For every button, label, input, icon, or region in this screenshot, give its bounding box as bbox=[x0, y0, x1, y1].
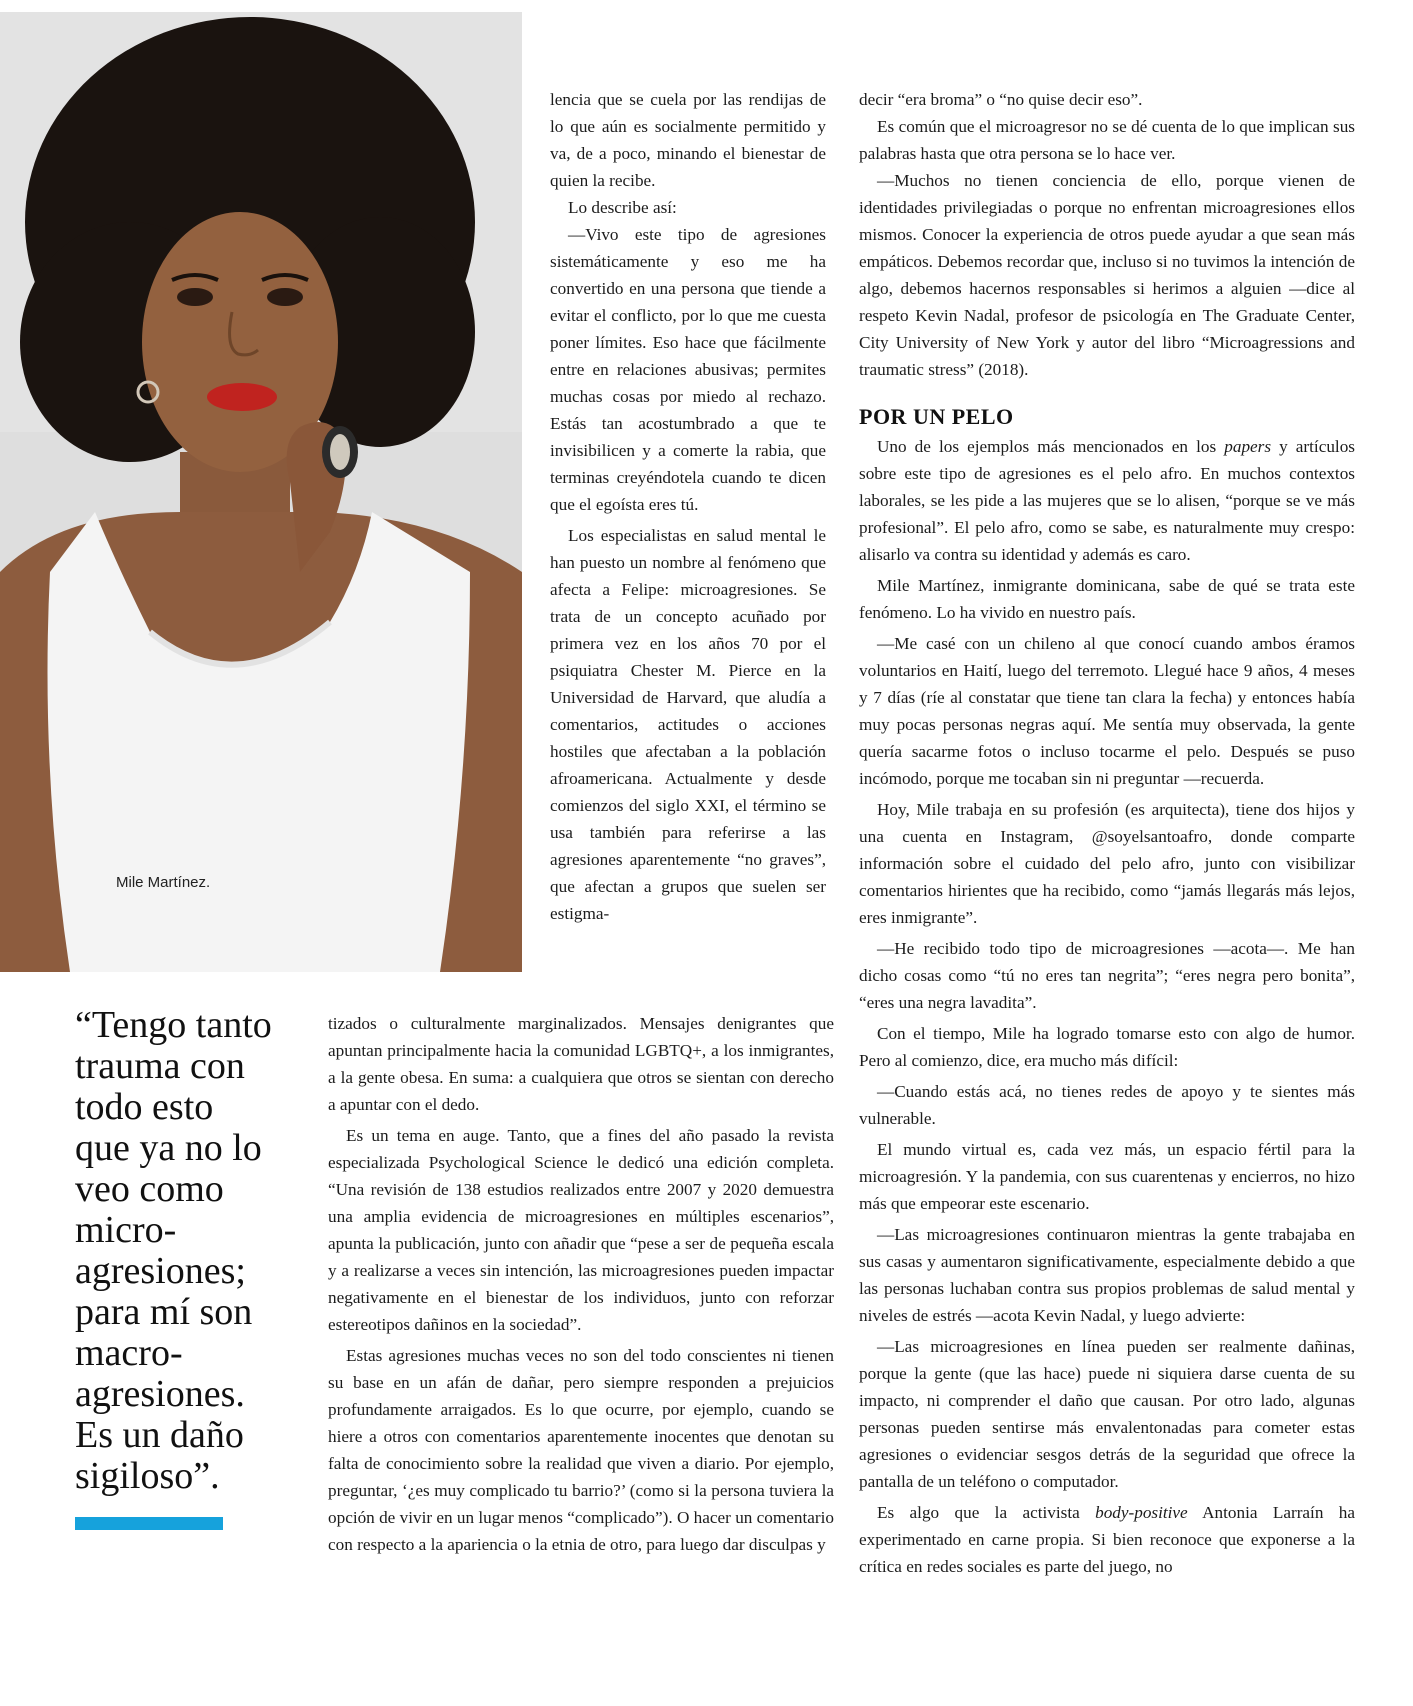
paragraph bbox=[859, 1499, 1355, 1580]
paragraph: —Vivo este tipo de agresiones sistemáticamente y eso me ha convertido en una persona que tiende a evitar el conflicto, por lo que me cuesta poner límites. Eso hace que fácilmente entre en relaciones abusivas; permites muchas cosas por miedo al rechazo. Estás tan acostumbrado a que te invisibilicen y a comerte la rabia, que terminas creyéndotela cuando te dicen que el egoísta eres tú. bbox=[550, 225, 826, 514]
pull-quote-line: veo como bbox=[75, 1168, 224, 1210]
pull-quote-line: agresiones; bbox=[75, 1250, 246, 1292]
paragraph: —Me casé con un chileno al que conocí cuando ambos éramos voluntarios en Haití, luego del terremoto. Llegué hace 9 años, 4 meses y 7 días (ríe al constatar que tiene tan clara la fecha) y entonces había muy pocas personas negras aquí. Me sentía muy observada, la gente quería sacarme fotos o incluso tocarme el pelo. Después se puso incómodo, porque me tocaban sin ni preguntar —recuerda. bbox=[859, 634, 1355, 788]
paragraph: Lo describe así: bbox=[568, 198, 677, 217]
paragraph: lencia que se cuela por las rendijas de lo que aún es socialmente permitido y va, de a poco, minando el bienestar de quien la recibe. bbox=[550, 90, 826, 190]
paragraph: El mundo virtual es, cada vez más, un espacio fértil para la microagresión. Y la pandemia, con sus cuarentenas y encierros, no hizo más que empeorar este escenario. bbox=[859, 1140, 1355, 1213]
paragraph: —Las microagresiones continuaron mientras la gente trabajaba en sus casas y aumentaron significativamente, especialmente debido a que las personas luchaban contra sus propios problemas de salud mental y niveles de estrés —acota Kevin Nadal, y luego advierte: bbox=[859, 1225, 1355, 1325]
paragraph: —He recibido todo tipo de microagresiones —acota—. Me han dicho cosas como “tú no eres tan negrita”; “eres negra pero bonita”, “eres una negra lavadita”. bbox=[859, 939, 1355, 1012]
pull-quote-line: micro- bbox=[75, 1209, 177, 1251]
pull-quote-line: macro- bbox=[75, 1332, 183, 1374]
article-column-middle-bottom bbox=[328, 1010, 834, 1558]
article-column-right bbox=[859, 86, 1355, 1580]
pull-quote-line: sigiloso”. bbox=[75, 1455, 220, 1497]
pull-quote-line: agresiones. bbox=[75, 1373, 245, 1415]
pull-quote-accent-bar bbox=[75, 1517, 223, 1530]
paragraph: Estas agresiones muchas veces no son del todo conscientes ni tienen su base en un afán de dañar, pero siempre responden a prejuicios profundamente arraigados. Es lo que ocurre, por ejemplo, cuando se hiere a otros con comentarios aparentemente inocentes que denotan su falta de conocimiento sobre la realidad que viven a diario. Por ejemplo, preguntar, ‘¿es muy complicado tu barrio?’ (como si la persona tuviera la opción de vivir en un lugar menos “complicado”). O hacer un comentario con respecto a la apariencia o la etnia de otro, para luego dar disculpas y bbox=[328, 1346, 834, 1554]
pull-quote bbox=[75, 1005, 315, 1497]
portrait-photo bbox=[0, 12, 522, 972]
pull-quote-line: trauma con bbox=[75, 1045, 245, 1087]
photo-caption: Mile Martínez. bbox=[116, 874, 211, 891]
paragraph: Hoy, Mile trabaja en su profesión (es arquitecta), tiene dos hijos y una cuenta en Instagram, @soyelsantoafro, donde comparte información sobre el cuidado del pelo afro, junto con visibilizar comentarios hirientes que ha recibido, como “jamás llegarás más lejos, eres inmigrante”. bbox=[859, 800, 1355, 927]
pull-quote-line: para mí son bbox=[75, 1291, 253, 1333]
paragraph: Mile Martínez, inmigrante dominicana, sabe de qué se trata este fenómeno. Lo ha vivido en nuestro país. bbox=[859, 576, 1355, 622]
paragraph bbox=[859, 433, 1355, 568]
pull-quote-line: que ya no lo bbox=[75, 1127, 262, 1169]
paragraph: Con el tiempo, Mile ha logrado tomarse esto con algo de humor. Pero al comienzo, dice, era mucho más difícil: bbox=[859, 1024, 1355, 1070]
article-column-middle-top bbox=[550, 86, 826, 927]
pull-quote-line: todo esto bbox=[75, 1086, 214, 1128]
portrait-illustration bbox=[0, 12, 522, 972]
text-run: y artículos sobre este tipo de agresiones es el pelo afro. En muchos contextos laborales, se les pide a las mujeres que se lo alisen, “porque se ve más profesional”. El pelo afro, como se sabe, es naturalmente muy crespo: alisarlo va contra su identidad y además es caro. bbox=[859, 437, 1355, 564]
paragraph: Los especialistas en salud mental le han puesto un nombre al fenómeno que afecta a Felipe: microagresiones. Se trata de un concepto acuñado por primera vez en los años 70 por el psiquiatra Chester M. Pierce en la Universidad de Harvard, que aludía a comentarios, actitudes o acciones hostiles que afectaban a la población afroamericana. Actualmente y desde comienzos del siglo XXI, el término se usa también para referirse a las agresiones aparentemente “no graves”, que afectan a grupos que suelen ser estigma- bbox=[550, 526, 826, 923]
paragraph: Es común que el microagresor no se dé cuenta de lo que implican sus palabras hasta que otra persona se lo hace ver. bbox=[859, 117, 1355, 163]
pull-quote-line: Es un daño bbox=[75, 1414, 244, 1456]
text-run: Antonia Larraín ha experimentado en carne propia. Si bien reconoce que exponerse a la crítica en redes sociales es parte del juego, no bbox=[859, 1503, 1355, 1576]
paragraph: —Las microagresiones en línea pueden ser realmente dañinas, porque la gente (que las hace) puede ni siquiera darse cuenta de su impacto, ni comprender el daño que causan. Por otro lado, algunas personas pueden sentirse más envalentonadas para cometer estas agresiones o evidenciar sesgos detrás de la seguridad que ofrece la pantalla de un teléfono o computador. bbox=[859, 1337, 1355, 1491]
paragraph: decir “era broma” o “no quise decir eso”. bbox=[859, 90, 1143, 109]
paragraph: tizados o culturalmente marginalizados. Mensajes denigrantes que apuntan principalmente hacia la comunidad LGBTQ+, a los inmigrantes, a la gente obesa. En suma: a cualquiera que otros se sientan con derecho a apuntar con el dedo. bbox=[328, 1014, 834, 1114]
section-subheading: POR UN PELO bbox=[859, 404, 1014, 429]
text-run: Es algo que la activista bbox=[877, 1503, 1096, 1522]
text-run: Uno de los ejemplos más mencionados en los bbox=[877, 437, 1225, 456]
paragraph: Es un tema en auge. Tanto, que a fines del año pasado la revista especializada Psychological Science le dedicó una edición completa. “Una revisión de 138 estudios realizados entre 2007 y 2020 demuestra una amplia evidencia de microagresiones en múltiples escenarios”, apunta la publicación, junto con añadir que “pese a ser de pequeña escala y a realizarse a veces sin intención, las microagresiones pueden impactar negativamente en el bienestar de los individuos, junto con reforzar estereotipos dañinos en la sociedad”. bbox=[328, 1126, 834, 1334]
pull-quote-line: “Tengo tanto bbox=[75, 1004, 272, 1046]
italic-term: body-positive bbox=[1095, 1503, 1188, 1522]
italic-term: papers bbox=[1224, 437, 1272, 456]
paragraph: —Muchos no tienen conciencia de ello, porque vienen de identidades privilegiadas o porque no enfrentan microagresiones ellos mismos. Conocer la experiencia de otros puede ayudar a que sean más empáticos. Debemos recordar que, incluso si no tuvimos la intención de algo, debemos hacernos responsables si herimos a alguien —dice al respeto Kevin Nadal, profesor de psicología en The Graduate Center, City University of New York y autor del libro “Microagressions and traumatic stress” (2018). bbox=[859, 171, 1355, 379]
paragraph: —Cuando estás acá, no tienes redes de apoyo y te sientes más vulnerable. bbox=[859, 1082, 1355, 1128]
